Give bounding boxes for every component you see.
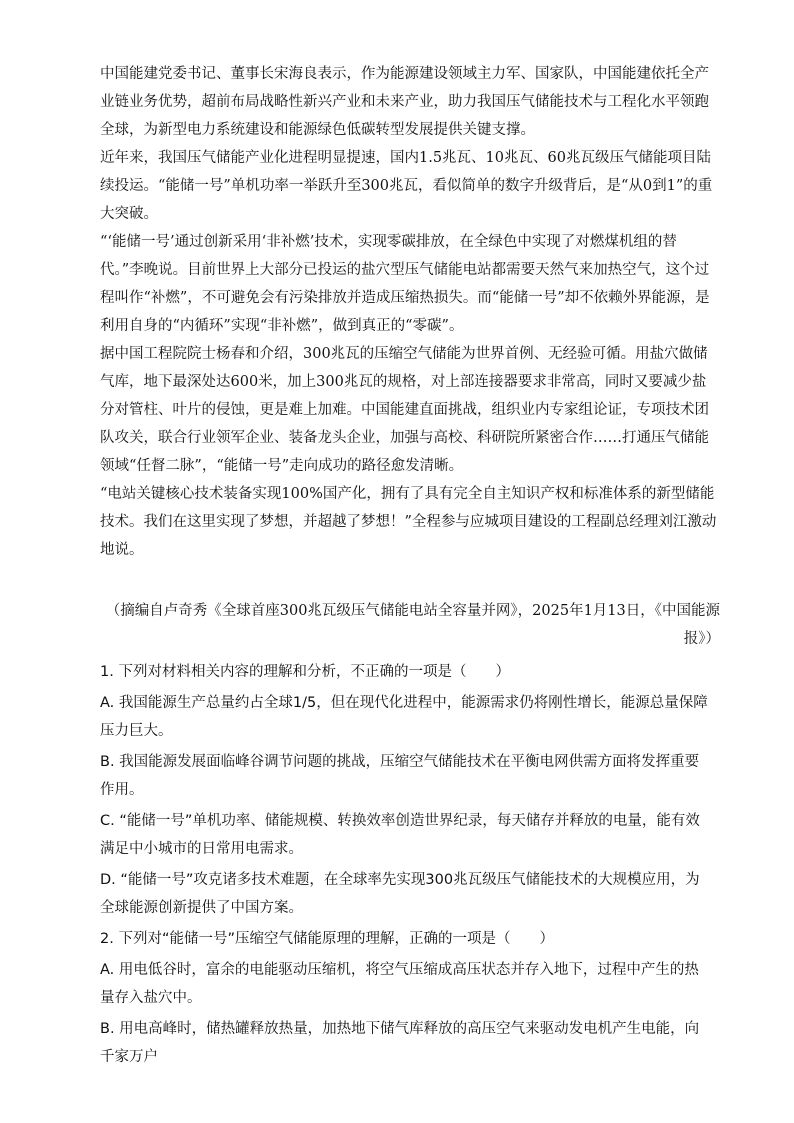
question-2-option-a: A. 用电低谷时，富余的电能驱动压缩机，将空气压缩成高压状态并存入地下，过程中产生的热量存入盐穴中。: [100, 962, 699, 1006]
question-list: [100, 658, 712, 1074]
passage-paragraph-2: 近年来，我国压气储能产业化进程明显提速，国内1.5兆瓦、10兆瓦、60兆瓦级压气储能项目陆续投运。“能储一号”单机功率一举跃升至300兆瓦，看似简单的数字升级背后，是“从0到1”的重大突破。: [100, 150, 713, 222]
passage-paragraph-5: “电站关键核心技术装备实现100%国产化，拥有了具有完全自主知识产权和标准体系的新型储能技术。我们在这里实现了梦想，并超越了梦想！”全程参与应城项目建设的工程副总经理刘江激动地说。: [100, 486, 717, 558]
passage-source: （摘编自卢奇秀《全球首座300兆瓦级压气储能电站全容量并网》，2025年1月13日，《中国能源报》）: [105, 603, 720, 647]
question-1-option-b: B. 我国能源发展面临峰谷调节问题的挑战，压缩空气储能技术在平衡电网供需方面将发挥重要作用。: [100, 754, 700, 798]
question-2-stem: 2. 下列对“能储一号”压缩空气储能原理的理解，正确的一项是（ ）: [100, 931, 554, 947]
question-2-option-b: B. 用电高峰时，储热罐释放热量，加热地下储气库释放的高压空气来驱动发电机产生电能，向千家万户: [100, 1021, 700, 1065]
passage-paragraph-1: 中国能建党委书记、董事长宋海良表示，作为能源建设领域主力军、国家队，中国能建依托全产业链业务优势，超前布局战略性新兴产业和未来产业，助力我国压气储能技术与工程化水平领跑全球，为新型电力系统建设和能源绿色低碳转型发展提供关键支撑。: [100, 66, 709, 138]
question-1-option-c: C. “能储一号”单机功率、储能规模、转换效率创造世界纪录，每天储存并释放的电量，能有效满足中小城市的日常用电需求。: [100, 813, 700, 857]
passage-paragraph-4: 据中国工程院院士杨春和介绍，300兆瓦的压缩空气储能为世界首例、无经验可循。用盐穴做储气库，地下最深处达600米，加上300兆瓦的规格，对上部连接器要求非常高，同时又要减少盐分对管柱、叶片的侵蚀，更是难上加难。中国能建直面挑战，组织业内专家组论证，专项技术团队攻关，联合行业领军企业、装备龙头企业，加强与高校、科研院所紧密合作……打通压气储能领域“任督二脉”，“能储一号”走向成功的路径愈发清晰。: [100, 346, 709, 474]
question-1-stem: 1. 下列对材料相关内容的理解和分析，不正确的一项是（ ）: [100, 664, 510, 680]
passage-text: [100, 60, 720, 564]
question-1-option-d: D. “能储一号”攻克诸多技术难题，在全球率先实现300兆瓦级压气储能技术的大规模应用，为全球能源创新提供了中国方案。: [100, 872, 700, 916]
passage-paragraph-3: “‘能储一号’通过创新采用‘非补燃’技术，实现零碳排放，在全绿色中实现了对燃煤机组的替代。”李晚说。目前世界上大部分已投运的盐穴型压气储能电站都需要天然气来加热空气，这个过程叫作“补燃”，不可避免会有污染排放并造成压缩热损失。而“能储一号”却不依赖外界能源，是利用自身的“内循环”实现“非补燃”，做到真正的“零碳”。: [100, 234, 710, 334]
question-1-option-a: A. 我国能源生产总量约占全球1/5，但在现代化进程中，能源需求仍将刚性增长，能源总量保障压力巨大。: [100, 695, 708, 739]
